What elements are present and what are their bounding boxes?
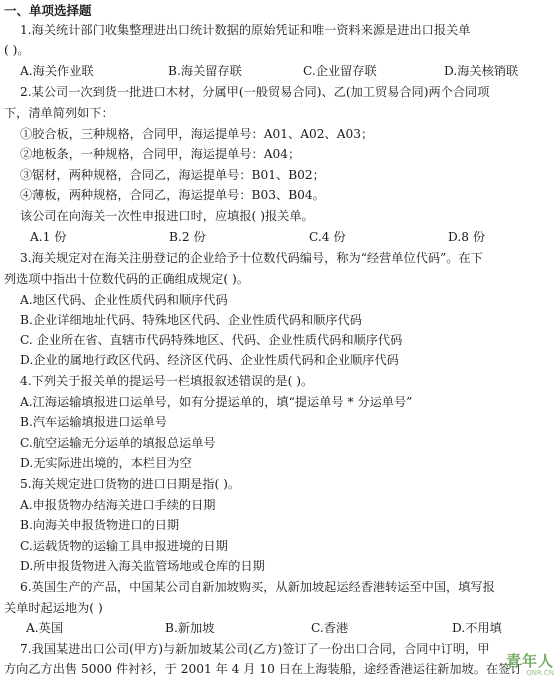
q4-option-a: A.江海运输填报进口运单号，如有分提运单的，填“提运单号 * 分运单号” [20, 395, 413, 409]
q6-option-c: C.香港 [311, 621, 349, 635]
q6-option-d: D.不用填 [452, 621, 502, 635]
q2-stem-line2: 下，清单简列如下： [4, 106, 114, 120]
q3-option-c: C. 企业所在省、直辖市代码特殊地区、代码、企业性质代码和顺序代码 [20, 333, 403, 347]
q2-item-1: ①胶合板，三种规格，合同甲，海运提单号：A01、A02、A03； [20, 127, 374, 141]
q2-option-b: B.2 份 [169, 230, 206, 244]
q2-stem-line1: 2.某公司一次到货一批进口木材，分属甲(一般贸易合同)、乙(加工贸易合同)两个合同项 [20, 85, 490, 99]
q2-option-a: A.1 份 [30, 230, 67, 244]
q6-stem-line1: 6.英国生产的产品，中国某公司自新加坡购买，从新加坡起运经香港转运至中国，填写报 [20, 580, 495, 594]
q3-option-b: B.企业详细地址代码、特殊地区代码、企业性质代码和顺序代码 [20, 313, 362, 327]
watermark-main: 青年人 [505, 652, 554, 670]
q4-option-b: B.汽车运输填报进口运单号 [20, 415, 167, 429]
q6-option-a: A.英国 [26, 621, 64, 635]
q4-stem: 4.下列关于报关单的提运号一栏填报叙述错误的是( )。 [20, 374, 314, 388]
q5-option-b: B.向海关申报货物进口的日期 [20, 518, 180, 532]
q1-option-d: D.海关核销联 [444, 64, 519, 78]
q7-stem-line1: 7.我国某进出口公司(甲方)与新加坡某公司(乙方)签订了一份出口合同，合同中订明，甲 [20, 642, 490, 656]
q3-option-d: D.企业的属地行政区代码、经济区代码、企业性质代码和企业顺序代码 [20, 353, 399, 367]
watermark-sub: QNR.CN [526, 669, 554, 677]
q2-option-d: D.8 份 [448, 230, 486, 244]
q5-stem: 5.海关规定进口货物的进口日期是指( )。 [20, 477, 241, 491]
q2-item-4: ④薄板，两种规格，合同乙，海运提单号：B03、B04。 [20, 188, 325, 202]
q6-stem-line2: 关单时起运地为( ) [4, 601, 103, 615]
q4-option-c: C.航空运输无分运单的填报总运单号 [20, 436, 216, 450]
q5-option-c: C.运载货物的运输工具申报进境的日期 [20, 539, 228, 553]
q2-item-3: ③锯材，两种规格，合同乙，海运提单号：B01、B02； [20, 168, 325, 182]
q1-option-b: B.海关留存联 [168, 64, 242, 78]
q6-option-b: B.新加坡 [165, 621, 215, 635]
q1-option-a: A.海关作业联 [20, 64, 94, 78]
q1-option-c: C.企业留存联 [303, 64, 377, 78]
q3-stem-line1: 3.海关规定对在海关注册登记的企业给予十位数代码编号，称为“经营单位代码”。在下 [20, 251, 483, 265]
q1-stem-line1: 1.海关统计部门收集整理进出口统计数据的原始凭证和唯一资料来源是进出口报关单 [20, 23, 471, 37]
q2-item-2: ②地板条，一种规格，合同甲，海运提单号：A04； [20, 147, 301, 161]
q3-stem-line2: 列选项中指出十位数代码的正确组成规定( )。 [4, 272, 249, 286]
watermark-logo [506, 654, 554, 677]
q5-option-a: A.申报货物办结海关进口手续的日期 [20, 498, 216, 512]
q3-option-a: A.地区代码、企业性质代码和顺序代码 [20, 293, 228, 307]
q2-stem-question: 该公司在向海关一次性申报进口时，应填报( )报关单。 [20, 209, 314, 223]
q1-stem-line2: ( )。 [4, 43, 30, 57]
q2-option-c: C.4 份 [309, 230, 346, 244]
q4-option-d: D.无实际进出境的，本栏目为空 [20, 456, 192, 470]
section-title: 一、单项选择题 [4, 3, 92, 18]
q5-option-d: D.所申报货物进入海关监管场地或仓库的日期 [20, 559, 265, 573]
q7-stem-line2: 方向乙方出售 5000 件衬衫，于 2001 年 4 月 10 日在上海装船，途经香港运往新加坡。在签订 [4, 662, 523, 676]
